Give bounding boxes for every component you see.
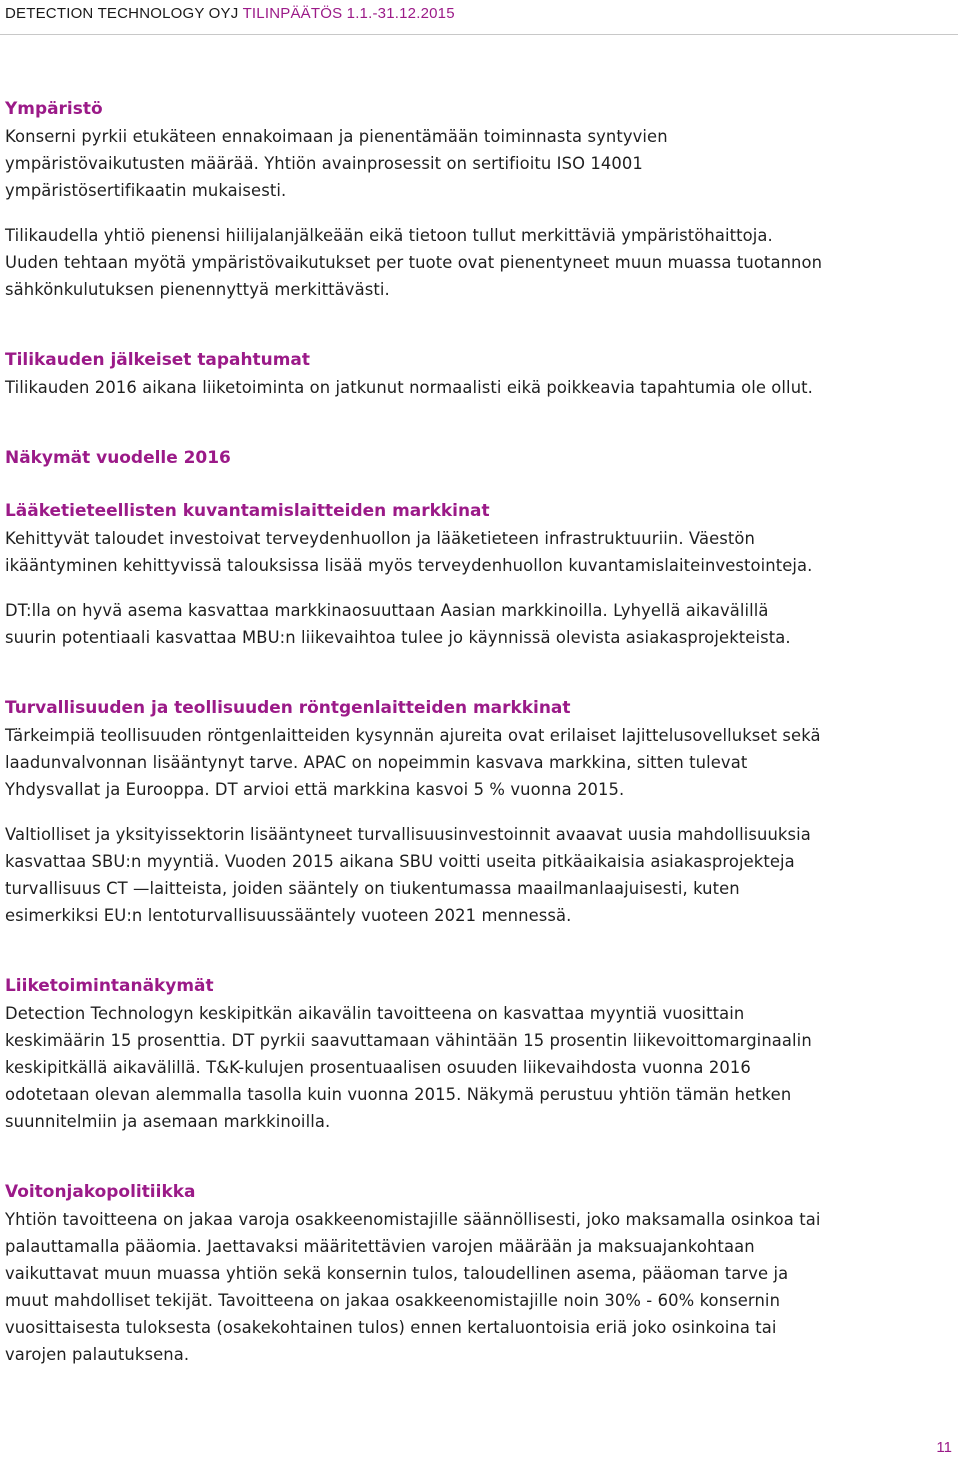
text-line: laadunvalvonnan lisääntynyt tarve. APAC on nopeimmin kasvava markkina, sitten tulevat [5,753,748,772]
text-line: turvallisuus CT —laitteista, joiden sääntely on tiukentumassa maailmanlaajuisesti, kuten [5,879,740,898]
heading-text: Turvallisuuden ja teollisuuden röntgenlaitteiden markkinat [5,698,571,718]
text-line: muut mahdolliset tekijät. Tavoitteena on jakaa osakkeenomistajille noin 30% - 60% konsernin [5,1291,781,1310]
header-company-name: DETECTION TECHNOLOGY OYJ [5,5,239,22]
text-line: odotetaan olevan alemmalla tasolla kuin vuonna 2015. Näkymä perustuu yhtiön tämän hetken [5,1085,792,1104]
paragraph [5,722,957,803]
paragraph [5,222,957,303]
heading-text: Lääketieteellisten kuvantamislaitteiden markkinat [5,501,490,521]
heading-text: Ympäristö [5,99,103,119]
text-line: DT:lla on hyvä asema kasvattaa markkinaosuuttaan Aasian markkinoilla. Lyhyellä aikavälillä [5,601,769,620]
text-line: Yhtiön tavoitteena on jakaa varoja osakkeenomistajille säännöllisesti, joko maksamalla osinkoa tai [5,1210,821,1229]
text-line: keskipitkällä aikavälillä. T&K-kulujen prosentuaalisen osuuden liikevaihdosta vuonna 2016 [5,1058,751,1077]
section-heading [5,96,957,123]
text-line: sähkönkulutuksen pienennyttyä merkittävästi. [5,280,390,299]
section-dividend-policy [5,1179,957,1368]
text-line: varojen palautuksena. [5,1345,190,1364]
text-line: vuosittaisesta tuloksesta (osakekohtainen tulos) ennen kertaluontoisia eriä joko osinkoina tai [5,1318,777,1337]
heading-text: Voitonjakopolitiikka [5,1182,196,1202]
section-heading [5,973,957,1000]
section-subsequent-events [5,347,957,401]
text-line: Tärkeimpiä teollisuuden röntgenlaitteiden kysynnän ajureita ovat erilaiset lajittelusovellukset sekä [5,726,821,745]
header-divider [0,34,958,35]
running-header [5,5,455,23]
text-line: esimerkiksi EU:n lentoturvallisuussääntely vuoteen 2021 mennessä. [5,906,572,925]
text-line: Kehittyvät taloudet investoivat terveydenhuollon ja lääketieteen infrastruktuuriin. Väestön [5,529,755,548]
text-line: Konserni pyrkii etukäteen ennakoimaan ja pienentämään toiminnasta syntyvien [5,127,668,146]
text-line: Detection Technologyn keskipitkän aikavälin tavoitteena on kasvattaa myyntiä vuosittain [5,1004,745,1023]
paragraph [5,597,957,651]
section-environment [5,96,957,303]
header-document-title: TILINPÄÄTÖS 1.1.-31.12.2015 [242,5,455,22]
text-line: suunnitelmiin ja asemaan markkinoilla. [5,1112,331,1131]
paragraph [5,525,957,579]
text-line: vaikuttavat muun muassa yhtiön sekä konsernin tulos, taloudellinen asema, pääoman tarve ja [5,1264,789,1283]
text-line: palauttamalla pääomia. Jaettavaksi määritettävien varojen määrään ja maksuajankohtaan [5,1237,755,1256]
heading-text: Tilikauden jälkeiset tapahtumat [5,350,310,370]
page-number: 11 [936,1439,952,1456]
section-heading [5,347,957,374]
text-line: kasvattaa SBU:n myyntiä. Vuoden 2015 aikana SBU voitti useita pitkäaikaisia asiakasprojekteja [5,852,795,871]
text-line: suurin potentiaali kasvattaa MBU:n liikevaihtoa tulee jo käynnissä olevista asiakasprojekteista. [5,628,791,647]
text-line: keskimäärin 15 prosenttia. DT pyrkii saavuttamaan vähintään 15 prosentin liikevoittomarginaalin [5,1031,812,1050]
text-line: Valtiolliset ja yksityissektorin lisääntyneet turvallisuusinvestoinnit avaavat uusia mahdollisuuksia [5,825,811,844]
paragraph [5,1000,957,1135]
text-line: ympäristösertifikaatin mukaisesti. [5,181,287,200]
text-line: Yhdysvallat ja Eurooppa. DT arvioi että markkina kasvoi 5 % vuonna 2015. [5,780,625,799]
heading-text: Liiketoimintanäkymät [5,976,214,996]
section-medical-imaging-market [5,498,957,651]
paragraph [5,1206,957,1368]
section-heading [5,1179,957,1206]
section-heading [5,498,957,525]
section-business-outlook [5,973,957,1135]
text-line: ikääntyminen kehittyvissä talouksissa lisää myös terveydenhuollon kuvantamislaiteinvestointeja. [5,556,813,575]
text-line: Tilikaudella yhtiö pienensi hiilijalanjälkeään eikä tietoon tullut merkittäviä ympäristöhaittoja. [5,226,773,245]
section-outlook [5,445,957,472]
section-heading [5,445,957,472]
heading-text: Näkymät vuodelle 2016 [5,448,231,468]
paragraph [5,123,957,204]
text-line: Uuden tehtaan myötä ympäristövaikutukset per tuote ovat pienentyneet muun muassa tuotannon [5,253,823,272]
paragraph [5,374,957,401]
text-line: Tilikauden 2016 aikana liiketoiminta on jatkunut normaalisti eikä poikkeavia tapahtumia ole ollut. [5,378,813,397]
section-heading [5,695,957,722]
section-security-industrial-market [5,695,957,929]
text-line: ympäristövaikutusten määrää. Yhtiön avainprosessit on sertifioitu ISO 14001 [5,154,643,173]
paragraph [5,821,957,929]
page-content [5,96,957,1368]
